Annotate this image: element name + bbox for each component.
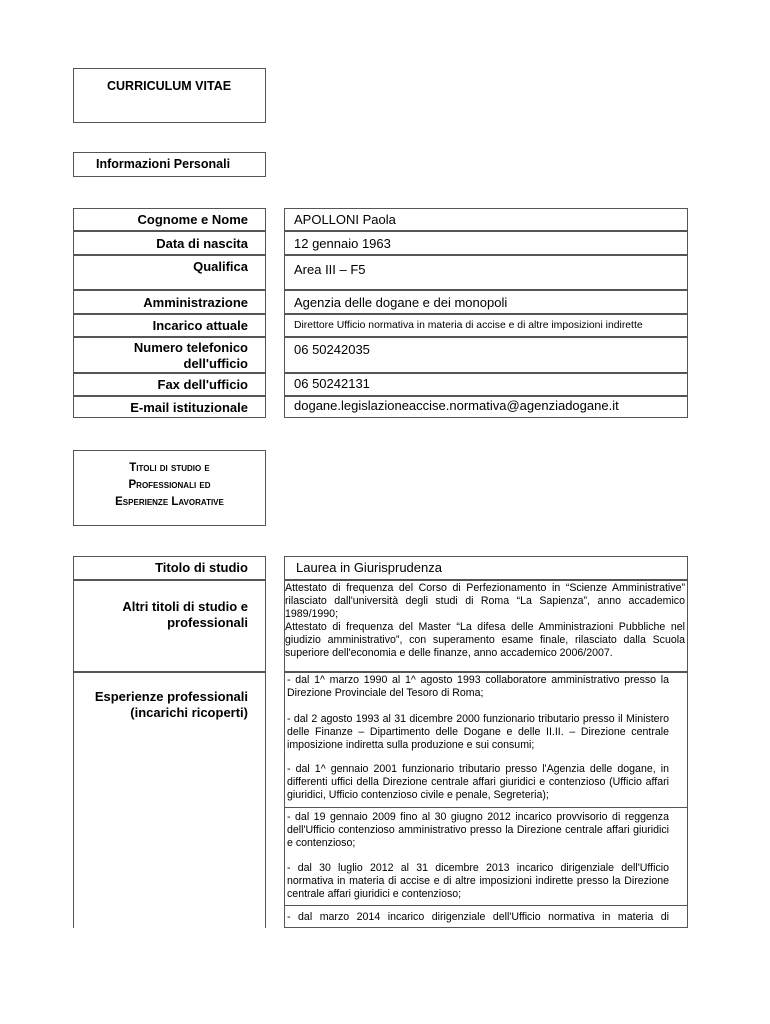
experience-list xyxy=(284,672,688,928)
label-office-fax: Fax dell'ufficio xyxy=(73,373,266,396)
value-other-titles xyxy=(284,580,688,672)
personal-info-header-box xyxy=(73,152,266,177)
experience-item: - dal 30 luglio 2012 al 31 dicembre 2013 incarico dirigenziale dell'Ufficio normativa in materia di accise e di altre imposizioni indirette presso la Direzione centrale affari giuridici e contenzioso; xyxy=(287,862,669,900)
label-email: E-mail istituzionale xyxy=(73,396,266,418)
other-title-paragraph: Attestato di frequenza del Corso di Perfezionamento in “Scienze Amministrative” rilasciato dall'università degli studi di Roma “La Sapienza”, anno accademico 1989/1990; xyxy=(285,582,685,620)
cv-title-box xyxy=(73,68,266,123)
experience-item: - dal 19 gennaio 2009 fino al 30 giugno 2012 incarico provvisorio di reggenza dell'Ufficio contenzioso amministrativo presso la Direzione centrale affari giuridici e contenzioso; xyxy=(287,811,669,849)
label-experience: Esperienze professionali (incarichi ricoperti) xyxy=(73,672,266,928)
titles-heading-line-1: Titoli di studio e xyxy=(129,462,210,474)
label-birth-date: Data di nascita xyxy=(73,231,266,255)
label-current-role: Incarico attuale xyxy=(73,314,266,337)
value-office-fax: 06 50242131 xyxy=(284,373,688,396)
label-degree: Titolo di studio xyxy=(73,556,266,580)
titles-heading-line-2: Professionali ed xyxy=(128,479,211,491)
titles-experience-header-box xyxy=(73,450,266,526)
value-current-role: Direttore Ufficio normativa in materia di accise e di altre imposizioni indirette xyxy=(284,314,688,337)
value-degree: Laurea in Giurisprudenza xyxy=(284,556,688,580)
value-qualification: Area III – F5 xyxy=(284,255,688,290)
label-office-phone: Numero telefonico dell'ufficio xyxy=(73,337,266,373)
experience-item: - dal 1^ gennaio 2001 funzionario tributario presso l'Agenzia delle dogane, in differenti uffici della Direzione centrale affari giuridici e contenzioso (Ufficio affari giuridici, Ufficio contenzioso civile e penale, Segreteria); xyxy=(287,763,669,801)
value-email: dogane.legislazioneaccise.normativa@agenziadogane.it xyxy=(284,396,688,418)
value-office-phone: 06 50242035 xyxy=(284,337,688,373)
other-title-paragraph: Attestato di frequenza del Master “La difesa delle Amministrazioni Pubbliche nel giudizio amministrativo”, con superamento esame finale, rilasciato dalla Scuola superiore dell'economia e delle finanze, anno accademico 2006/2007. xyxy=(285,621,685,659)
label-qualification: Qualifica xyxy=(73,255,266,290)
experience-item: - dal 1^ marzo 1990 al 1^ agosto 1993 collaboratore amministrativo presso la Direzione Provinciale del Tesoro di Roma; xyxy=(287,674,669,699)
personal-info-heading: Informazioni Personali xyxy=(96,157,231,171)
experience-item: - dal marzo 2014 incarico dirigenziale dell'Ufficio normativa in materia di xyxy=(287,911,669,923)
label-other-titles: Altri titoli di studio e professionali xyxy=(73,580,266,672)
value-name: APOLLONI Paola xyxy=(284,208,688,231)
table-bottom-line xyxy=(284,927,688,928)
value-administration: Agenzia delle dogane e dei monopoli xyxy=(284,290,688,314)
titles-heading-line-3: Esperienze Lavorative xyxy=(115,496,224,508)
experience-item: - dal 2 agosto 1993 al 31 dicembre 2000 funzionario tributario presso il Ministero delle Finanze – Dipartimento delle Dogane e delle II.II. – Direzione centrale imposizione indiretta sulla produzione e sui consumi; xyxy=(287,713,669,751)
cv-title: CURRICULUM VITAE xyxy=(107,79,232,93)
value-birth-date: 12 gennaio 1963 xyxy=(284,231,688,255)
label-administration: Amministrazione xyxy=(73,290,266,314)
label-name: Cognome e Nome xyxy=(73,208,266,231)
